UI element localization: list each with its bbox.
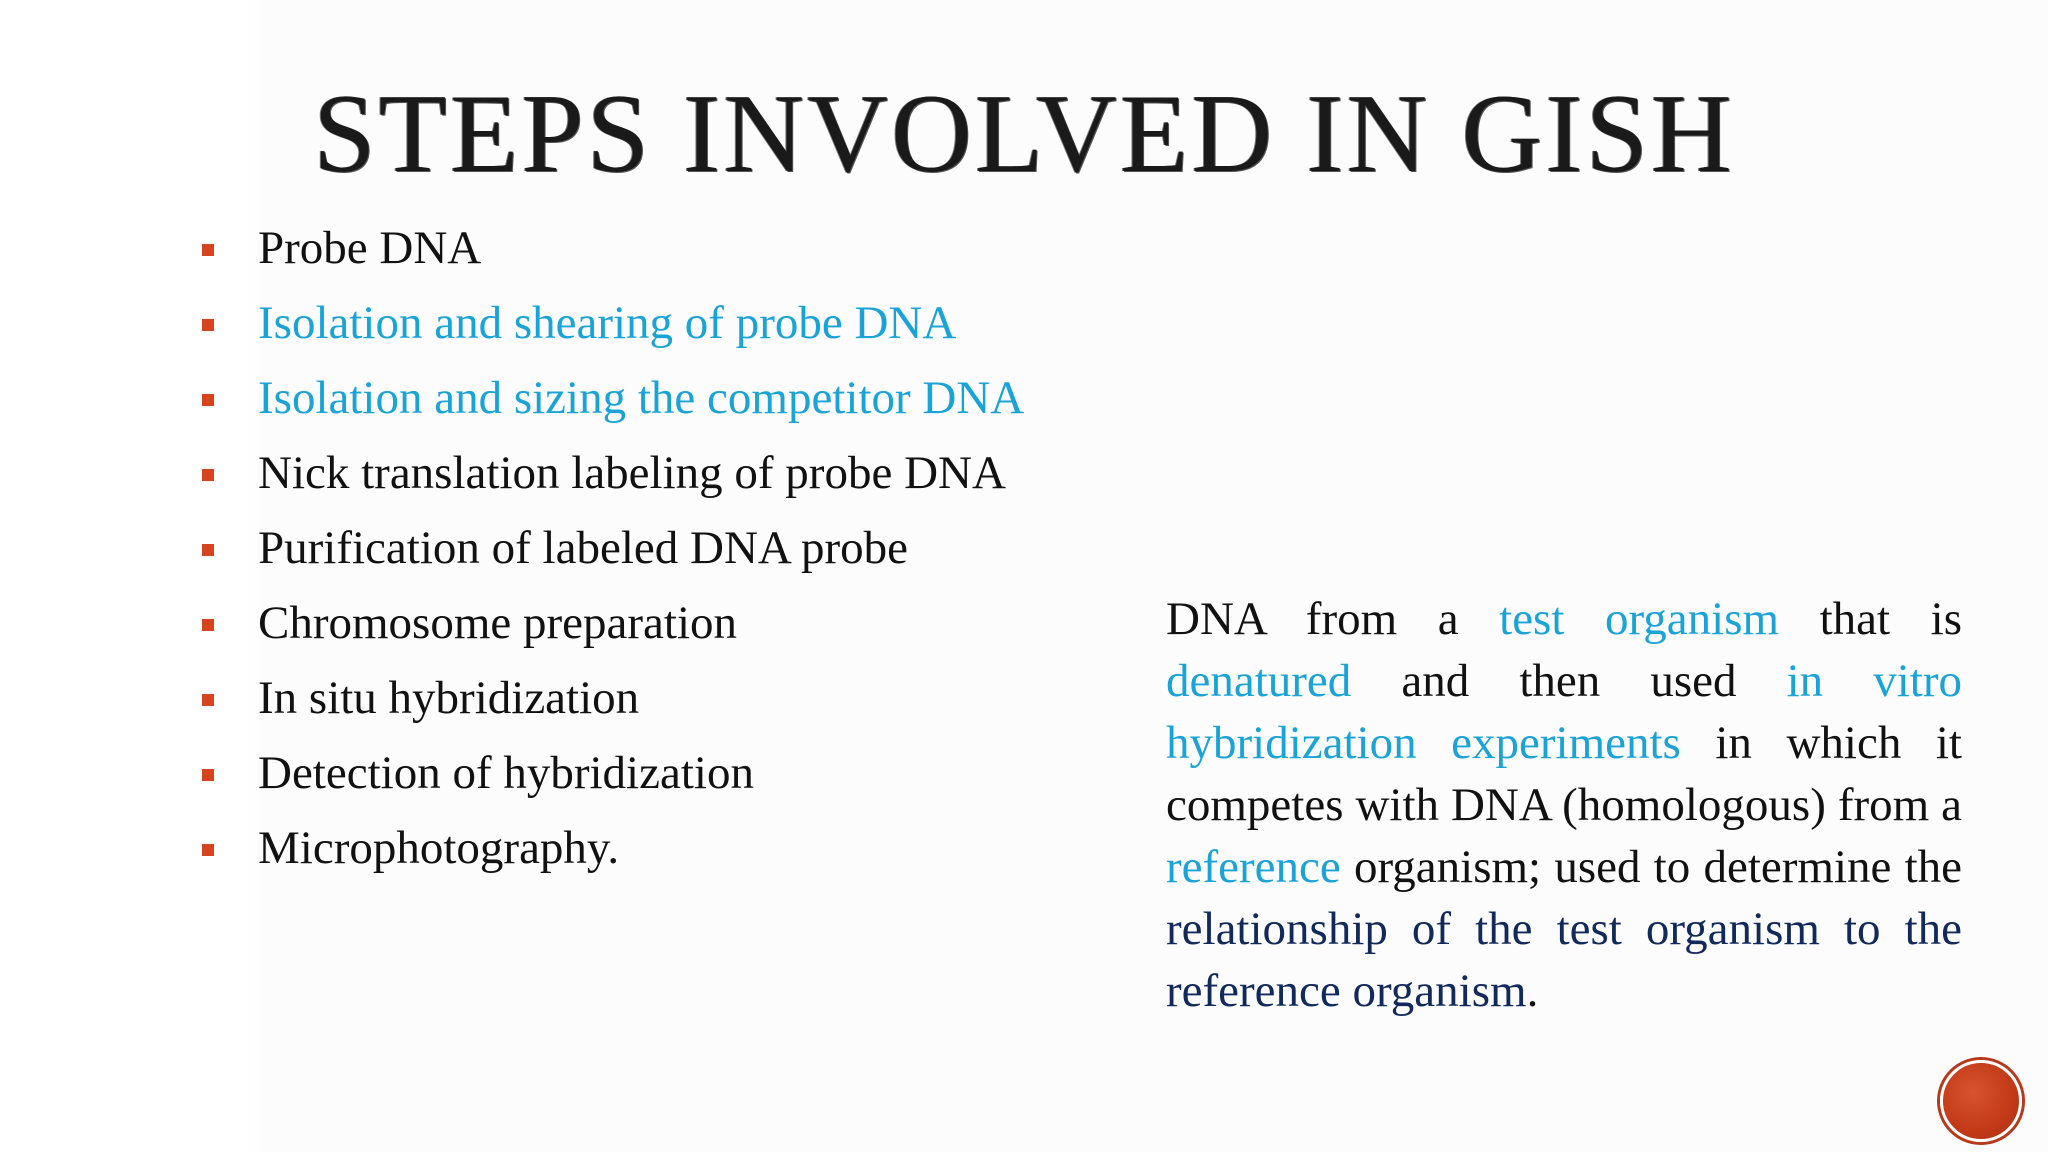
list-item	[200, 593, 1180, 668]
list-item	[200, 218, 1180, 293]
list-item-text: Chromosome preparation	[258, 597, 738, 649]
square-bullet-icon	[202, 694, 214, 706]
definition-part: that is	[1779, 593, 1962, 645]
definition-highlight: reference	[1166, 841, 1341, 893]
list-item	[200, 668, 1180, 743]
list-item-text: In situ hybridization	[258, 672, 640, 724]
definition-part: organism; used to determine the	[1340, 841, 1962, 893]
list-item	[200, 518, 1180, 593]
square-bullet-icon	[202, 244, 214, 256]
definition-highlight: denatured	[1166, 655, 1352, 707]
square-bullet-icon	[202, 619, 214, 631]
square-bullet-icon	[202, 769, 214, 781]
definition-part: DNA from a	[1166, 593, 1500, 645]
list-item-text: Purification of labeled DNA probe	[258, 522, 908, 574]
definition-highlight: test organism	[1499, 593, 1780, 645]
list-item-text: Probe DNA	[258, 222, 482, 274]
square-bullet-icon	[202, 544, 214, 556]
slide-title: STEPS INVOLVED IN GISH	[313, 72, 1735, 196]
definition-part: in which it competes with DNA (homologous) from a	[1166, 717, 1962, 831]
list-item-text: Isolation and shearing of probe DNA	[258, 297, 957, 349]
square-bullet-icon	[202, 394, 214, 406]
square-bullet-icon	[202, 469, 214, 481]
square-bullet-icon	[202, 844, 214, 856]
square-bullet-icon	[202, 319, 214, 331]
list-item-text: Nick translation labeling of probe DNA	[258, 447, 1006, 499]
steps-list	[200, 218, 1180, 893]
list-item	[200, 293, 1180, 368]
list-item-text: Isolation and sizing the competitor DNA	[258, 372, 1025, 424]
definition-text	[1166, 588, 1962, 1022]
list-item	[200, 443, 1180, 518]
list-item-text: Detection of hybridization	[258, 747, 754, 799]
list-item	[200, 818, 1180, 893]
definition-part: and then used	[1351, 655, 1787, 707]
list-item	[200, 368, 1180, 443]
definition-part: .	[1526, 965, 1539, 1017]
list-item	[200, 743, 1180, 818]
definition-highlight: in vitro hybridization experiments	[1166, 655, 1962, 769]
definition-dark-highlight: relationship of the test organism to the reference organism	[1166, 903, 1962, 1017]
circle-nav-icon[interactable]	[1940, 1060, 2022, 1142]
list-item-text: Microphotography.	[258, 822, 620, 874]
